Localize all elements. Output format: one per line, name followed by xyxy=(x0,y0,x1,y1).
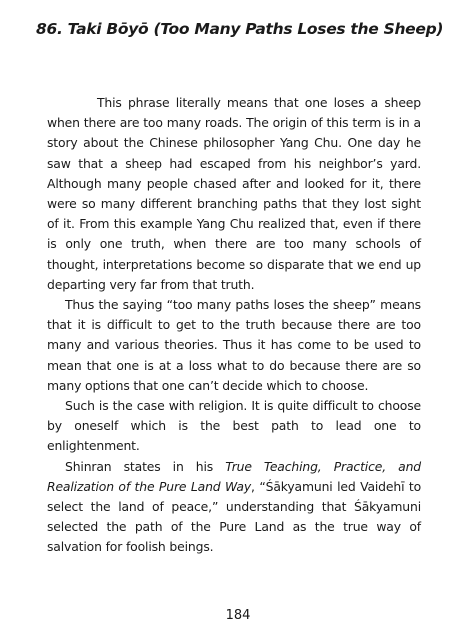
paragraph-4 xyxy=(47,457,421,558)
paragraph-4-intro: Shinran states in his xyxy=(65,458,226,474)
book-title: True Teaching, Practice, and Realization of the Pure Land Way xyxy=(47,458,421,494)
paragraph-2: Thus the saying “too many paths loses the sheep” means that it is difficult to get to the truth because there are too many and various theories. Thus it has come to be used to mean that one is at a loss what to do because there are so many options that one can’t decide which to choose. xyxy=(47,297,421,393)
page-number: 184 xyxy=(225,608,251,623)
page-title: 86. Taki Bōyō (Too Many Paths Loses the Sheep) xyxy=(36,20,444,38)
paragraph-1: This phrase literally means that one loses a sheep when there are too many roads. The origin of this term is in a story about the Chinese philosopher Yang Chu. One day he saw that a sheep had escaped from his neighbor’s yard. Although many people chased after and looked for it, there were so many different branching paths that they lost sight of it. From this example Yang Chu realized that, even if there is only one truth, when there are too many schools of thought, interpretations become so disparate that we end up departing very far from that truth. xyxy=(47,95,421,292)
paragraph-4-rest: , “Śākyamuni led Vaidehī to select the land of peace,” understanding that Śākyamuni selected the path of the Pure Land as the true way of salvation for foolish beings. xyxy=(47,478,422,555)
paragraph-3: Such is the case with religion. It is quite difficult to choose by oneself which is the best path to lead one to enlightenment. xyxy=(47,398,421,454)
body-text xyxy=(47,93,421,558)
